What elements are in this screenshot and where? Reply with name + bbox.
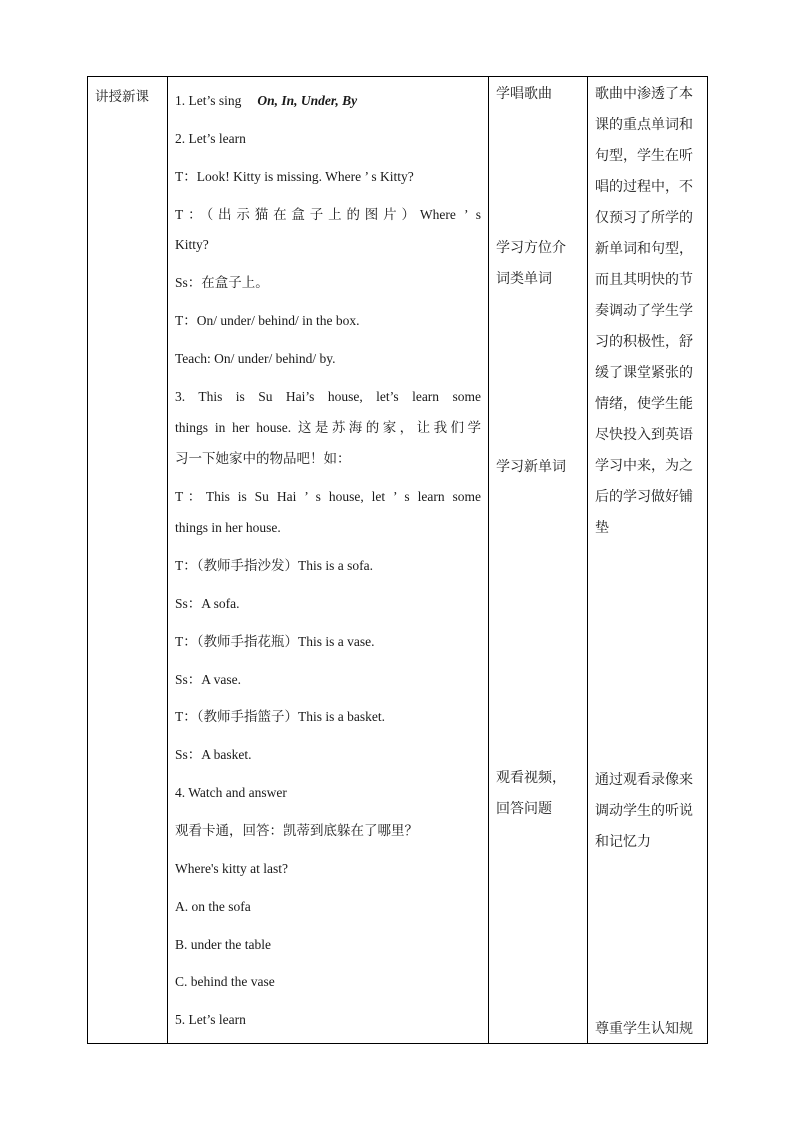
song-title: On, In, Under, By <box>257 93 358 108</box>
option-c: C. behind the vase <box>175 974 275 989</box>
teacher-line: Kitty? <box>175 237 209 252</box>
intent-cell <box>588 77 708 1044</box>
step-4: 4. Watch and answer <box>175 785 287 800</box>
teacher-line: T：On/ under/ behind/ in the box. <box>175 313 360 328</box>
activity-video: 观看视频， <box>496 770 566 786</box>
student-line: Ss：A vase. <box>175 672 242 687</box>
activity-sing: 学唱歌曲 <box>496 86 552 102</box>
phase-label: 讲授新课 <box>95 89 149 105</box>
step-2: 2. Let’s learn <box>175 131 246 146</box>
question: Where's kitty at last? <box>175 861 289 876</box>
activity-cell <box>489 77 588 1044</box>
student-line: Ss：A sofa. <box>175 596 240 611</box>
step-3: 习一下她家中的物品吧！如： <box>175 451 351 466</box>
activity-new-words: 学习新单词 <box>496 459 566 475</box>
step-3: things in her house. 这是苏海的家，让我们学 <box>175 420 481 435</box>
activity-prepositions: 词类单词 <box>496 271 552 287</box>
teach-line: Teach: On/ under/ behind/ by. <box>175 351 336 366</box>
step-5: 5. Let’s learn <box>175 1012 246 1027</box>
teacher-line: T：This is Su Hai ’ s house, let ’ s learn some <box>175 489 481 504</box>
step-3: 3. This is Su Hai’s house, let’s learn some <box>175 389 481 404</box>
lesson-plan-table <box>87 76 708 1044</box>
intent-cognition: 尊重学生认知规 <box>595 1021 693 1037</box>
intent-video: 通过观看录像来调动学生的听说和记忆力 <box>595 772 693 850</box>
option-b: B. under the table <box>175 937 271 952</box>
student-line: Ss：A basket. <box>175 747 252 762</box>
activity-prepositions: 学习方位介 <box>496 240 566 256</box>
teacher-line: T：（教师手指沙发）This is a sofa. <box>175 558 373 573</box>
teacher-line: T：（教师手指花瓶）This is a vase. <box>175 634 375 649</box>
activity-video: 回答问题 <box>496 801 552 817</box>
student-line: Ss：在盒子上。 <box>175 275 269 290</box>
step-4-chinese: 观看卡通，回答：凯蒂到底躲在了哪里？ <box>175 823 418 838</box>
teacher-line: things in her house. <box>175 520 281 535</box>
teacher-line: T：（出示猫在盒子上的图片）Where ’ s <box>175 207 481 222</box>
intent-song: 歌曲中渗透了本课的重点单词和句型，学生在听唱的过程中，不仅预习了所学的新单词和句型，而且其明快的节奏调动了学生学习的积极性，舒缓了课堂紧张的情绪，使学生能尽快投入到英语学习中来，为之后的学习做好铺垫 <box>595 86 693 536</box>
step-1: 1. Let’s sing On, In, Under, By <box>175 93 358 108</box>
table-row <box>88 77 708 1044</box>
option-a: A. on the sofa <box>175 899 251 914</box>
phase-cell <box>88 77 168 1044</box>
process-cell <box>168 77 489 1044</box>
teacher-line: T：Look! Kitty is missing. Where ’ s Kitty? <box>175 169 414 184</box>
teacher-line: T：（教师手指篮子）This is a basket. <box>175 709 385 724</box>
